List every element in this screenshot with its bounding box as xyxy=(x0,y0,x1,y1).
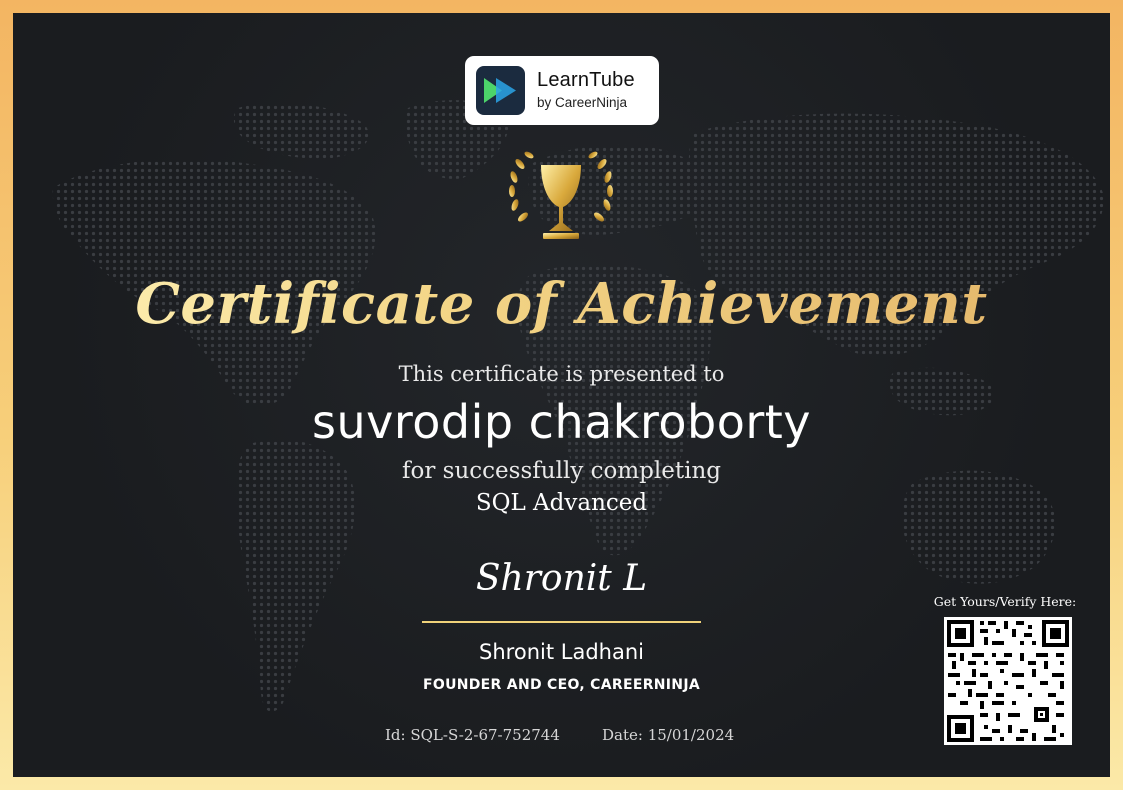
signer-role: FOUNDER AND CEO, CAREERNINJA xyxy=(423,677,700,693)
signer-name: Shronit Ladhani xyxy=(479,640,644,664)
trophy-laurel-icon xyxy=(503,147,619,243)
brand-byline: by CareerNinja xyxy=(537,95,628,110)
certificate-date: Date: 15/01/2024 xyxy=(602,726,735,744)
signature-line xyxy=(422,621,701,623)
recipient-name: suvrodip chakroborty xyxy=(311,395,812,449)
course-name: SQL Advanced xyxy=(475,490,648,516)
completion-text: for successfully completing xyxy=(402,458,721,484)
play-arrows-icon xyxy=(476,66,525,115)
certificate-title: Certificate of Achievement xyxy=(13,271,1110,337)
qr-code-icon[interactable] xyxy=(944,617,1072,745)
brand-name: LearnTube xyxy=(537,69,635,91)
signature: Shronit L xyxy=(475,558,648,599)
brand-logo-badge xyxy=(465,56,659,125)
presented-text: This certificate is presented to xyxy=(398,362,725,386)
certificate-card xyxy=(13,13,1110,777)
verify-label: Get Yours/Verify Here: xyxy=(933,594,1077,609)
certificate-id: Id: SQL-S-2-67-752744 xyxy=(385,726,560,744)
